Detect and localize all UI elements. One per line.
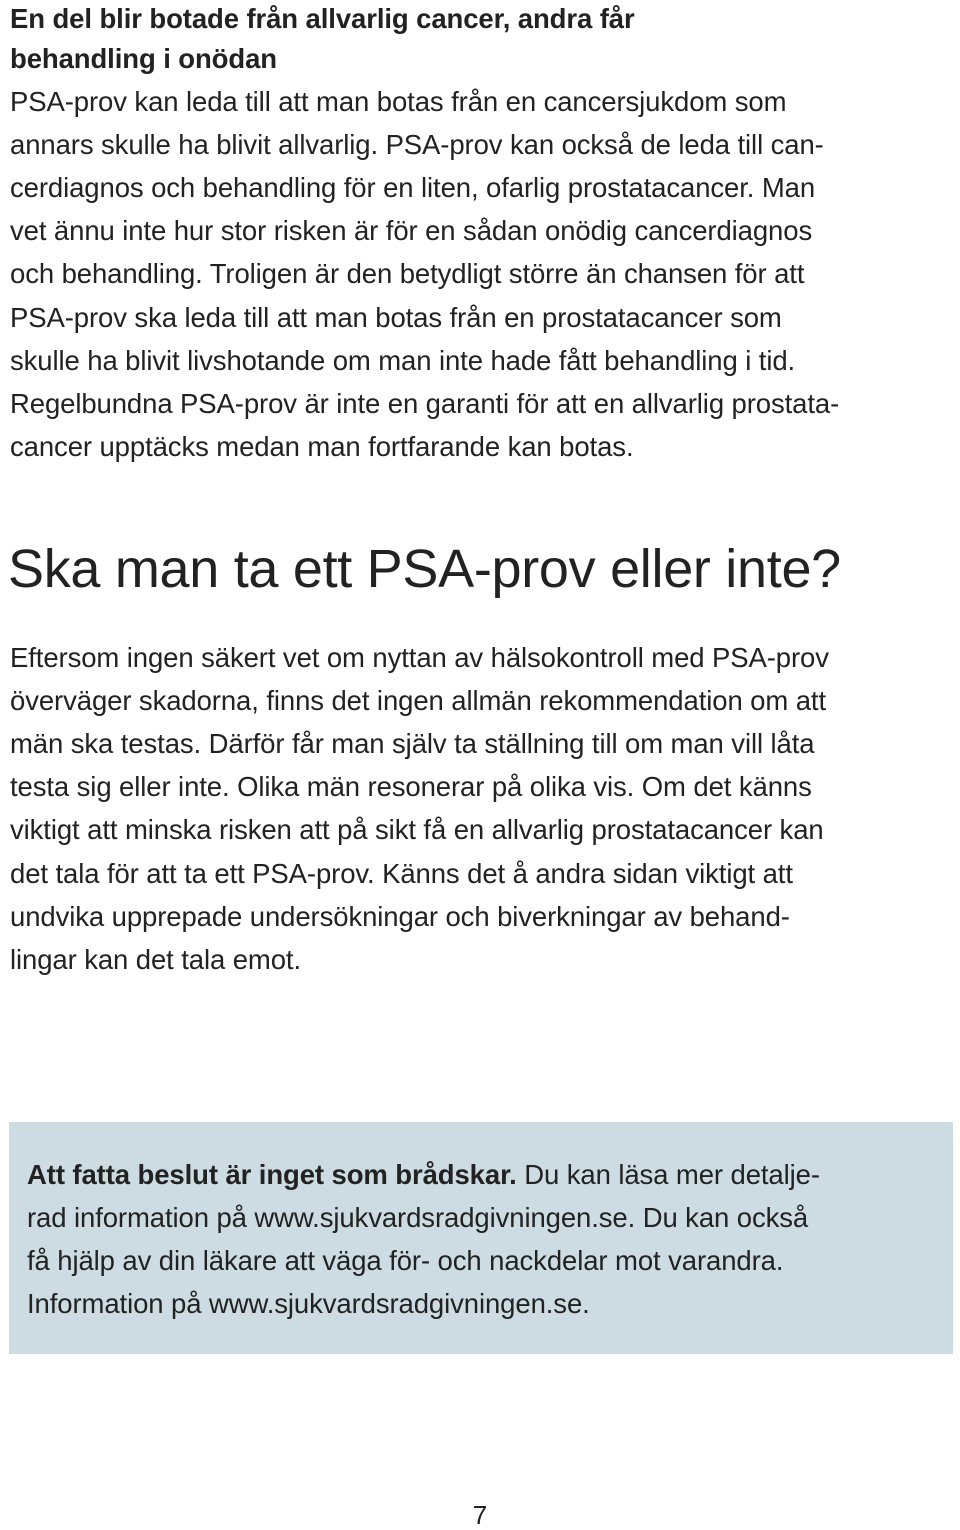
info-line: Information på www.sjukvardsradgivningen.se. bbox=[27, 1288, 590, 1319]
info-line: få hjälp av din läkare att väga för- och nackdelar mot varandra. bbox=[27, 1245, 784, 1276]
body-line: det tala för att ta ett PSA-prov. Känns det å andra sidan viktigt att bbox=[10, 858, 793, 889]
info-box bbox=[9, 1122, 953, 1354]
body-line: PSA-prov kan leda till att man botas från en cancersjukdom som bbox=[10, 86, 787, 117]
body-line: annars skulle ha blivit allvarlig. PSA-prov kan också de leda till can- bbox=[10, 129, 824, 160]
body-line: Regelbundna PSA-prov är inte en garanti för att en allvarlig prostata- bbox=[10, 388, 840, 419]
body-line: överväger skadorna, finns det ingen allmän rekommendation om att bbox=[10, 685, 826, 716]
body-line: män ska testas. Därför får man själv ta ställning till om man vill låta bbox=[10, 728, 815, 759]
body-line: Eftersom ingen säkert vet om nyttan av hälsokontroll med PSA-prov bbox=[10, 642, 829, 673]
info-line bbox=[27, 1158, 820, 1192]
body-line: skulle ha blivit livshotande om man inte hade fått behandling i tid. bbox=[10, 345, 796, 376]
body-line: undvika upprepade undersökningar och biverkningar av behand- bbox=[10, 901, 790, 932]
body-line: lingar kan det tala emot. bbox=[10, 944, 302, 975]
body-line: cancer upptäcks medan man fortfarande kan botas. bbox=[10, 431, 634, 462]
body-line: PSA-prov ska leda till att man botas från en prostatacancer som bbox=[10, 302, 782, 333]
info-line-rest: Du kan läsa mer detalje- bbox=[516, 1159, 820, 1190]
page-heading: Ska man ta ett PSA-prov eller inte? bbox=[8, 539, 841, 599]
page-number: 7 bbox=[472, 1500, 488, 1530]
body-line: cerdiagnos och behandling för en liten, ofarlig prostatacancer. Man bbox=[10, 172, 816, 203]
body-line: viktigt att minska risken att på sikt få en allvarlig prostatacancer kan bbox=[10, 814, 824, 845]
info-line: rad information på www.sjukvardsradgivningen.se. Du kan också bbox=[27, 1202, 809, 1233]
section-title-line-2: behandling i onödan bbox=[10, 43, 277, 74]
info-bold-lead: Att fatta beslut är inget som brådskar. bbox=[27, 1159, 517, 1190]
section-title-line-1: En del blir botade från allvarlig cancer, andra får bbox=[10, 3, 635, 34]
body-line: och behandling. Troligen är den betydligt större än chansen för att bbox=[10, 258, 805, 289]
body-line: testa sig eller inte. Olika män resonerar på olika vis. Om det känns bbox=[10, 771, 812, 802]
body-line: vet ännu inte hur stor risken är för en sådan onödig cancerdiagnos bbox=[10, 215, 813, 246]
